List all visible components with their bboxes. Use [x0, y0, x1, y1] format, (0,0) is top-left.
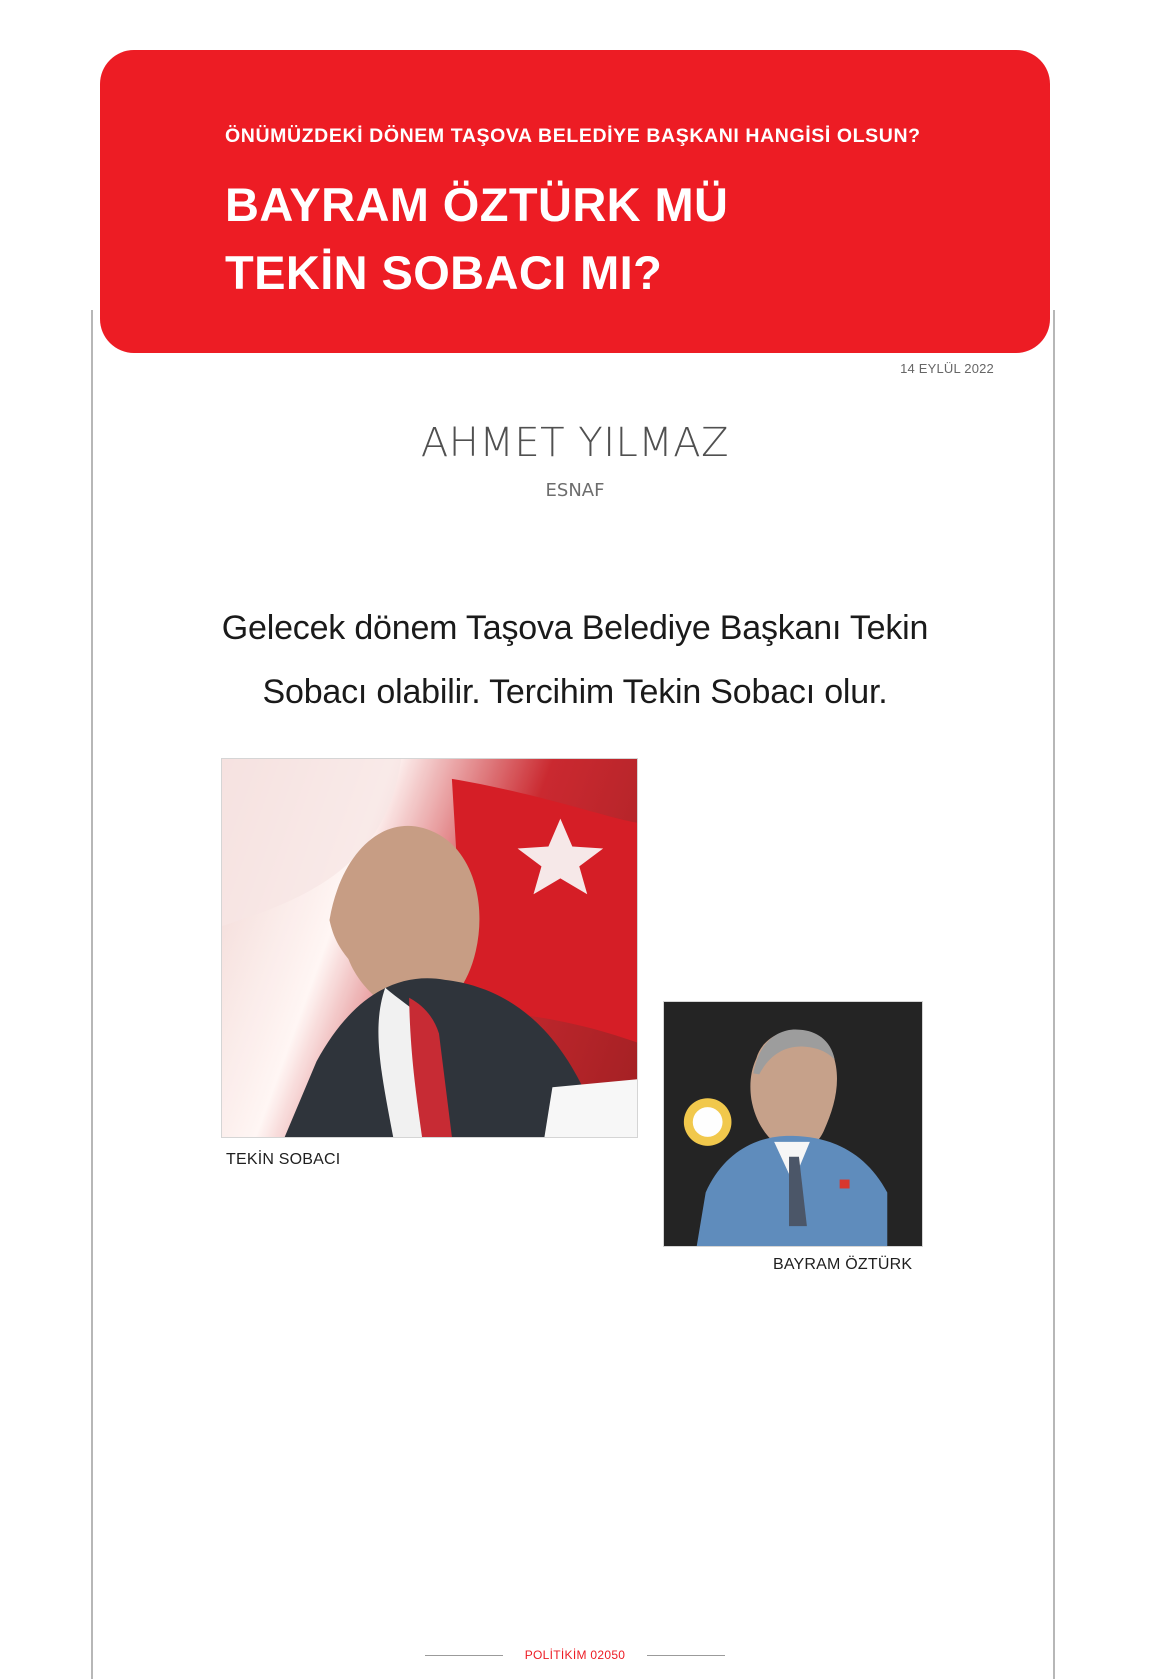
bayram-ozturk-illustration: [664, 1002, 922, 1246]
author-name: AHMET YILMAZ: [420, 420, 730, 466]
header-overline: ÖNÜMÜZDEKİ DÖNEM TAŞOVA BELEDİYE BAŞKANI HANGİSİ OLSUN?: [225, 125, 921, 147]
tekin-sobaci-illustration: [222, 759, 637, 1137]
footer-divider-right: [647, 1655, 725, 1656]
quote-line-1: Gelecek dönem Taşova Belediye Başkanı Tekin: [221, 609, 929, 647]
author-role: ESNAF: [545, 480, 605, 501]
bayram-ozturk-caption: BAYRAM ÖZTÜRK: [773, 1256, 913, 1273]
footer-label: POLİTİKİM 02050: [524, 1648, 626, 1662]
tekin-sobaci-caption: TEKİN SOBACI: [226, 1151, 341, 1168]
publication-date: 14 EYLÜL 2022: [900, 361, 994, 376]
quote: [150, 596, 1000, 724]
headline-line-2: TEKİN SOBACI MI?: [225, 246, 663, 299]
tekin-sobaci-photo: [221, 758, 638, 1138]
footer: [0, 1648, 1150, 1662]
headline-line-1: BAYRAM ÖZTÜRK MÜ: [225, 178, 729, 231]
header-banner: [100, 50, 1050, 353]
quote-line-2: Sobacı olabilir. Tercihim Tekin Sobacı olur.: [262, 673, 888, 711]
bayram-ozturk-photo: [663, 1001, 923, 1247]
footer-divider-left: [425, 1655, 503, 1656]
headline: [225, 171, 728, 307]
